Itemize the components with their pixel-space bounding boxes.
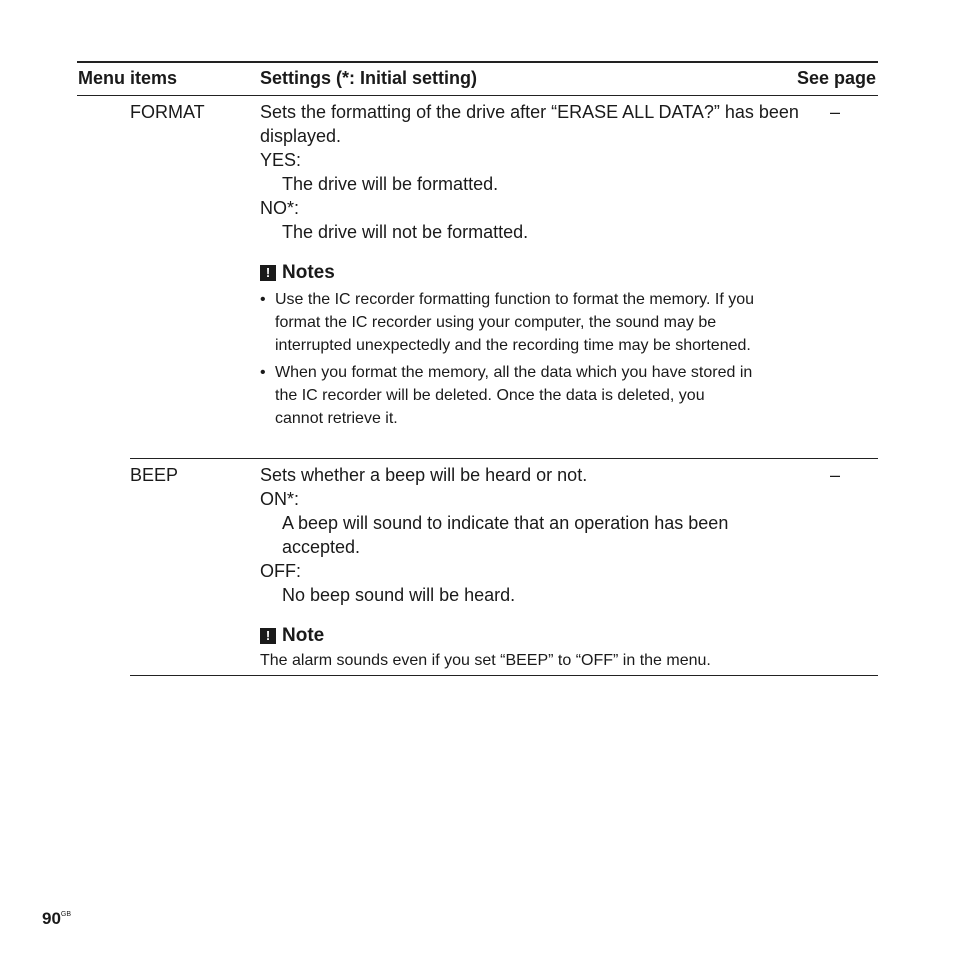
beep-see-page: –	[830, 465, 841, 485]
format-note-item: • When you format the memory, all the data which you have stored in the IC recorder will be deleted. Once the data is deleted, you cannot retrieve it.	[260, 361, 755, 430]
format-see-page: –	[830, 102, 841, 122]
format-notes-heading	[260, 262, 805, 284]
format-no-label: NO*:	[260, 198, 300, 218]
row-divider	[130, 458, 878, 459]
beep-off-desc: No beep sound will be heard.	[282, 585, 516, 605]
format-item: FORMAT	[130, 102, 205, 122]
page-number-value: 90	[42, 909, 61, 928]
format-description: Sets the formatting of the drive after “ERASE ALL DATA?” has been displayed.	[260, 102, 799, 146]
beep-off-label: OFF:	[260, 561, 301, 581]
table-bottom-rule	[130, 675, 878, 676]
beep-item: BEEP	[130, 465, 179, 485]
format-yes-label: YES:	[260, 150, 302, 170]
beep-on-label: ON*:	[260, 489, 300, 509]
table-top-rule	[77, 61, 878, 63]
beep-note-title: Note	[282, 625, 325, 646]
format-notes-title: Notes	[282, 262, 335, 283]
note-icon: !	[260, 628, 276, 644]
format-yes-desc: The drive will be formatted.	[282, 174, 499, 194]
beep-on-desc: A beep will sound to indicate that an operation has been accepted.	[282, 513, 729, 557]
format-note-item: • Use the IC recorder formatting function to format the memory. If you format the IC recorder using your computer, the sound may be interrupted unexpectedly and the recording time may be shortened.	[260, 288, 780, 357]
beep-settings	[260, 463, 805, 672]
beep-note-text: The alarm sounds even if you set “BEEP” to “OFF” in the menu.	[260, 652, 711, 669]
note-icon: !	[260, 265, 276, 281]
format-no-desc: The drive will not be formatted.	[282, 222, 529, 242]
header-see-page: See page	[796, 68, 876, 88]
format-settings	[260, 100, 805, 430]
header-settings: Settings (*: Initial setting)	[260, 68, 478, 88]
beep-description: Sets whether a beep will be heard or not.	[260, 465, 588, 485]
header-menu-items: Menu items	[78, 68, 178, 88]
header-bottom-rule	[77, 95, 878, 96]
beep-note-heading	[260, 625, 805, 647]
page-number	[42, 909, 71, 929]
page-number-region: GB	[60, 911, 72, 918]
